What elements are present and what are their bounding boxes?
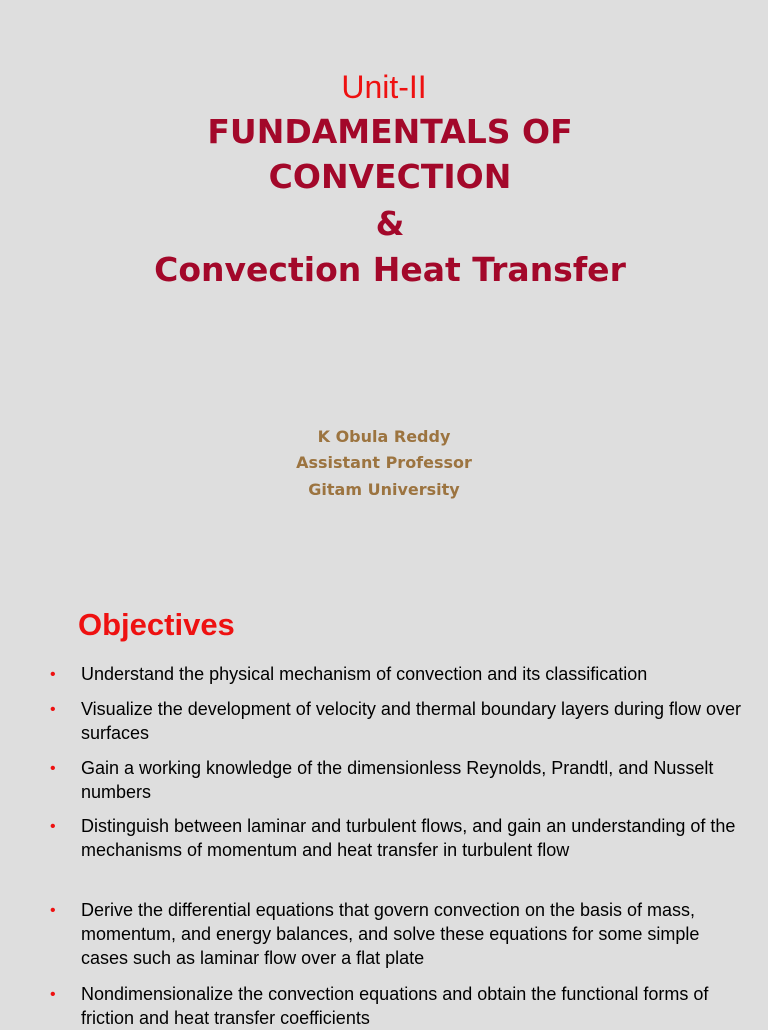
- author-position: Assistant Professor: [296, 453, 472, 472]
- bullet-icon: •: [50, 760, 56, 777]
- title-line-3: &: [375, 204, 405, 243]
- bullet-icon: •: [50, 701, 56, 718]
- objective-text: Nondimensionalize the convection equations and obtain the functional forms of friction and heat transfer coefficients: [81, 984, 709, 1028]
- objectives-heading: Objectives: [78, 607, 235, 642]
- title-line-1: FUNDAMENTALS OF: [207, 112, 573, 151]
- objective-text: Understand the physical mechanism of convection and its classification: [81, 664, 648, 684]
- objective-text: Distinguish between laminar and turbulent flows, and gain an understanding of the mechanisms of momentum and heat transfer in turbulent flow: [81, 816, 736, 860]
- author-name: K Obula Reddy: [317, 427, 451, 446]
- bullet-icon: •: [50, 902, 56, 919]
- title-line-4: Convection Heat Transfer: [154, 250, 626, 289]
- objective-text: Gain a working knowledge of the dimensionless Reynolds, Prandtl, and Nusselt numbers: [81, 758, 714, 802]
- objectives-slide: [0, 576, 768, 1028]
- author-affiliation: Gitam University: [308, 480, 460, 499]
- bullet-icon: •: [50, 666, 56, 683]
- unit-label: Unit-II: [341, 69, 427, 105]
- title-line-2: CONVECTION: [268, 157, 512, 196]
- objective-text: Derive the differential equations that govern convection on the basis of mass, momentum, and energy balances, and solve these equations for some simple cases such as laminar flow over a flat plate: [81, 900, 700, 968]
- bullet-icon: •: [50, 986, 56, 1003]
- bullet-icon: •: [50, 818, 56, 835]
- objective-text: Visualize the development of velocity and thermal boundary layers during flow over surfaces: [81, 699, 742, 743]
